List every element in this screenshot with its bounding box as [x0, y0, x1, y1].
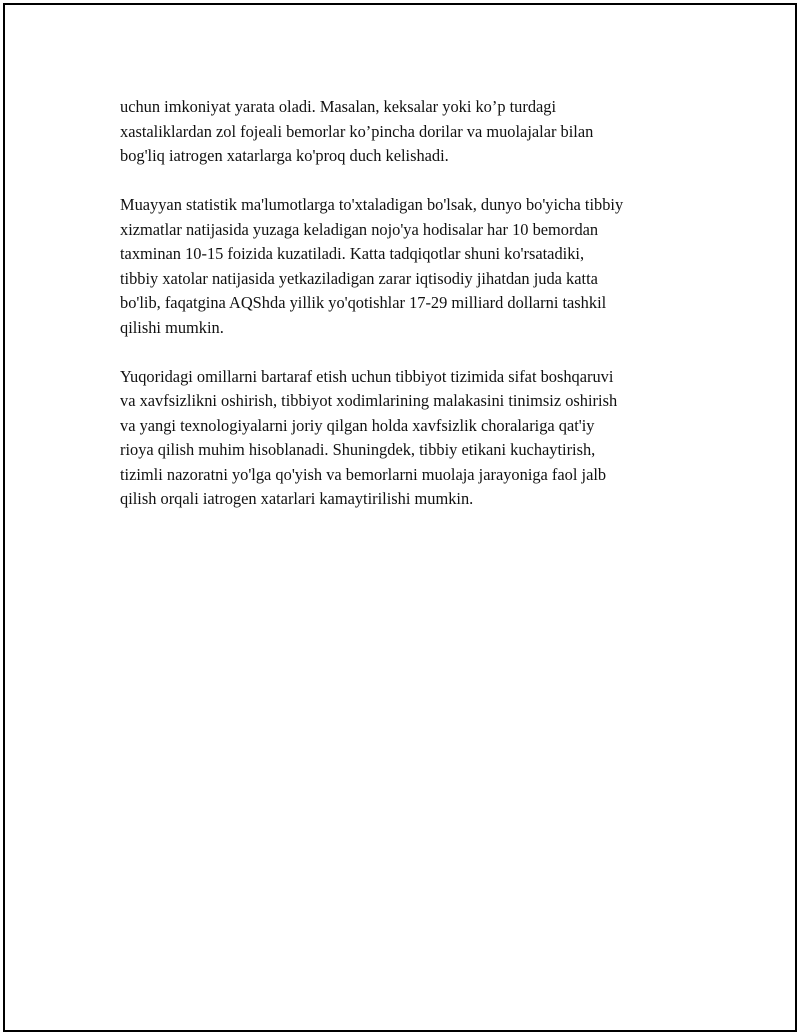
- paragraph-3: [120, 365, 700, 512]
- document-page: [3, 3, 797, 1032]
- text-line: va xavfsizlikni oshirish, tibbiyot xodimlarining malakasini tinimsiz oshirish: [120, 391, 618, 410]
- text-line: xizmatlar natijasida yuzaga keladigan nojo'ya hodisalar har 10 bemordan: [120, 219, 599, 239]
- text-line: xastaliklardan zol fojeali bemorlar ko’pincha dorilar va muolajalar bilan: [120, 121, 594, 141]
- text-line: uchun imkoniyat yarata oladi. Masalan, keksalar yoki ko’p turdagi: [120, 97, 557, 116]
- text-line: tizimli nazoratni yo'lga qo'yish va bemorlarni muolaja jarayoniga faol jalb: [120, 464, 607, 484]
- text-line: Yuqoridagi omillarni bartaraf etish uchun tibbiyot tizimida sifat boshqaruvi: [120, 366, 614, 386]
- text-line: taxminan 10-15 foizida kuzatiladi. Katta tadqiqotlar shuni ko'rsatadiki,: [120, 244, 585, 263]
- text-line: va yangi texnologiyalarni joriy qilgan holda xavfsizlik choralariga qat'iy: [120, 415, 595, 435]
- text-line: qilishi mumkin.: [120, 317, 224, 337]
- text-line: qilish orqali iatrogen xatarlari kamaytirilishi mumkin.: [120, 489, 474, 508]
- text-line: Muayyan statistik ma'lumotlarga to'xtaladigan bo'lsak, dunyo bo'yicha tibbiy: [120, 195, 624, 214]
- paragraph-2: [120, 193, 700, 340]
- text-line: bo'lib, faqatgina AQShda yillik yo'qotishlar 17-29 milliard dollarni tashkil: [120, 293, 607, 312]
- text-line: tibbiy xatolar natijasida yetkaziladigan zarar iqtisodiy jihatdan juda katta: [120, 268, 598, 288]
- paragraph-1: [120, 95, 700, 169]
- text-line: bog'liq iatrogen xatarlarga ko'proq duch kelishadi.: [120, 146, 449, 165]
- document-body: [120, 95, 700, 536]
- text-line: rioya qilish muhim hisoblanadi. Shuningdek, tibbiy etikani kuchaytirish,: [120, 440, 596, 459]
